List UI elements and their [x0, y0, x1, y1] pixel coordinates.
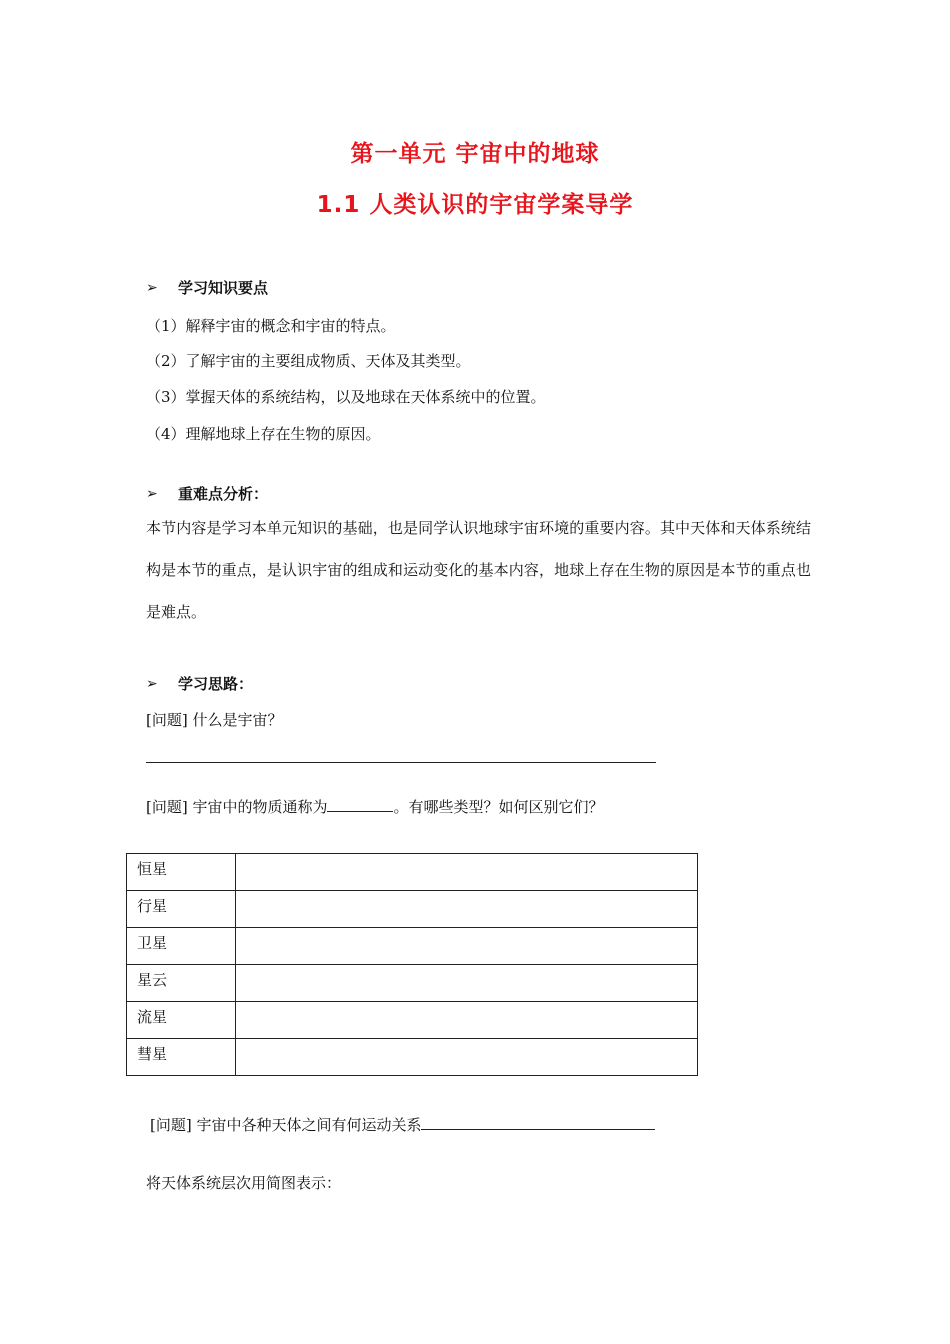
table-cell-label: 恒星 [127, 854, 236, 891]
section-heading-key-points [146, 277, 268, 298]
section-heading-text: 学习思路： [178, 675, 254, 693]
arrow-bullet-icon: ➢ [146, 485, 158, 502]
diagram-instruction: 将天体系统层次用简图表示： [146, 1174, 342, 1192]
document-subtitle: 1.1 人类认识的宇宙学案导学 [316, 192, 634, 218]
question-1: [问题] 什么是宇宙？ [146, 711, 283, 729]
table-cell-answer[interactable] [236, 928, 698, 965]
question-2-text: [问题] 宇宙中的物质通称为 [146, 798, 328, 816]
table-row [127, 1002, 698, 1039]
arrow-bullet-icon: ➢ [146, 675, 158, 692]
list-item: （1）解释宇宙的概念和宇宙的特点。 [146, 317, 396, 335]
table-cell-answer[interactable] [236, 965, 698, 1002]
question-3-text: [问题] 宇宙中各种天体之间有何运动关系 [150, 1116, 422, 1134]
table-row [127, 965, 698, 1002]
section-heading-difficulties [146, 483, 268, 504]
table-row [127, 1039, 698, 1076]
document-title: 第一单元 宇宙中的地球 [350, 141, 600, 167]
table-cell-answer[interactable] [236, 891, 698, 928]
table-cell-answer[interactable] [236, 1039, 698, 1076]
table-cell-label: 卫星 [127, 928, 236, 965]
list-item: （4）理解地球上存在生物的原因。 [146, 425, 381, 443]
table-cell-label: 流星 [127, 1002, 236, 1039]
section-heading-text: 重难点分析： [178, 485, 269, 503]
table-cell-label: 星云 [127, 965, 236, 1002]
section-heading-learning-approach [146, 673, 253, 694]
section-heading-text: 学习知识要点 [178, 279, 269, 297]
table-cell-label: 行星 [127, 891, 236, 928]
list-item: （3）掌握天体的系统结构，以及地球在天体系统中的位置。 [146, 388, 546, 406]
list-item: （2）了解宇宙的主要组成物质、天体及其类型。 [146, 352, 471, 370]
analysis-paragraph: 本节内容是学习本单元知识的基础，也是同学认识地球宇宙环境的重要内容。其中天体和天体系统结构是本节的重点，是认识宇宙的组成和运动变化的基本内容，地球上存在生物的原因是本节的重点也是难点。 [146, 519, 811, 621]
table-row [127, 928, 698, 965]
question-2 [146, 795, 604, 817]
table-row [127, 891, 698, 928]
arrow-bullet-icon: ➢ [146, 279, 158, 296]
celestial-body-table [126, 853, 698, 1076]
table-cell-label: 彗星 [127, 1039, 236, 1076]
table-cell-answer[interactable] [236, 854, 698, 891]
fill-blank[interactable] [327, 795, 393, 812]
question-3 [150, 1113, 655, 1135]
table-row [127, 854, 698, 891]
table-cell-answer[interactable] [236, 1002, 698, 1039]
question-2-text-end: 。有哪些类型？如何区别它们？ [393, 798, 604, 816]
answer-line[interactable] [146, 762, 656, 763]
fill-blank[interactable] [421, 1113, 655, 1130]
